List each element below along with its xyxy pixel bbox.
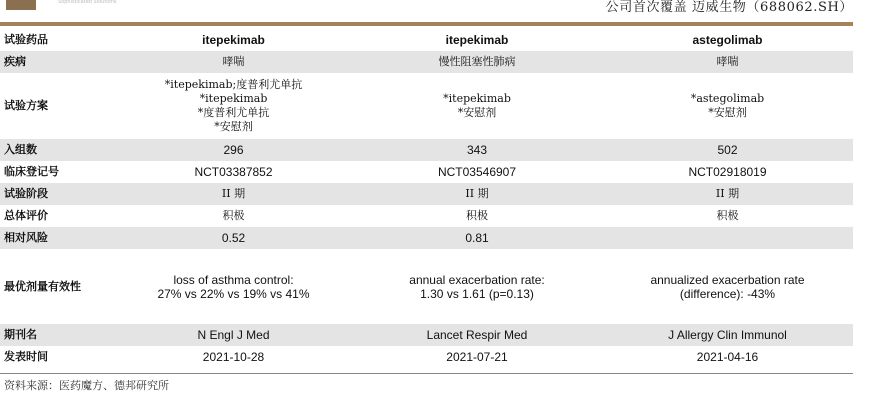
row-label: 总体评价: [0, 205, 115, 227]
row-label: 入组数: [0, 139, 115, 161]
row-label: 试验方案: [0, 73, 115, 139]
data-source-note: 资料来源：医药魔方、德邦研究所: [4, 379, 169, 392]
table-row: [0, 227, 853, 249]
table-row: [0, 29, 853, 51]
cell-line: 27% vs 22% vs 19% vs 41%: [157, 286, 310, 301]
cell-line: *安慰剂: [214, 120, 253, 133]
row-label: 试验阶段: [0, 183, 115, 205]
cell-line: *itepekimab: [443, 92, 511, 105]
table-cell: 2021-07-21: [352, 346, 602, 368]
table-cell: 积极: [115, 205, 352, 227]
table-cell: N Engl J Med: [115, 324, 352, 346]
table-cell: astegolimab: [602, 29, 853, 51]
table-cell: II 期: [115, 183, 352, 205]
table-cell: 慢性阻塞性肺病: [352, 51, 602, 73]
cell-line: 1.30 vs 1.61 (p=0.13): [420, 286, 534, 301]
table-row: [0, 139, 853, 161]
table-row: [0, 51, 853, 73]
table-cell: 哮喘: [115, 51, 352, 73]
table-row: [0, 183, 853, 205]
cell-line: annualized exacerbation rate: [650, 272, 805, 287]
table-row: [0, 324, 853, 346]
cell-line: loss of asthma control:: [173, 272, 294, 287]
table-cell: [352, 249, 602, 324]
table-cell: 哮喘: [602, 51, 853, 73]
table-cell: [602, 249, 853, 324]
table-cell: NCT03546907: [352, 161, 602, 183]
trial-comparison-table: [0, 29, 853, 368]
table-cell: 296: [115, 139, 352, 161]
table-row: [0, 346, 853, 368]
table-row: [0, 205, 853, 227]
report-header-title: 公司首次覆盖 迈威生物（688062.SH）: [605, 0, 853, 15]
table-cell: [602, 73, 853, 139]
cell-line: *安慰剂: [708, 106, 747, 119]
table-cell: [115, 73, 352, 139]
table-cell: [115, 249, 352, 324]
table-cell: NCT02918019: [602, 161, 853, 183]
table-cell: II 期: [352, 183, 602, 205]
cell-line: annual exacerbation rate:: [409, 272, 545, 287]
table-cell: 积极: [352, 205, 602, 227]
table-cell: II 期: [602, 183, 853, 205]
table-cell: J Allergy Clin Immunol: [602, 324, 853, 346]
cell-line: *itepekimab: [199, 92, 268, 105]
table-row: [0, 161, 853, 183]
row-label: 发表时间: [0, 346, 115, 368]
table-cell: Lancet Respir Med: [352, 324, 602, 346]
footer-rule: [0, 373, 853, 374]
row-label: 相对风险: [0, 227, 115, 249]
cell-line: *安慰剂: [457, 106, 497, 119]
row-label: 期刊名: [0, 324, 115, 346]
cell-line: *itepekimab;度普利尤单抗: [164, 78, 303, 91]
cell-line: *度普利尤单抗: [197, 106, 270, 119]
row-label: 临床登记号: [0, 161, 115, 183]
table-cell: itepekimab: [115, 29, 352, 51]
table-row: [0, 249, 853, 324]
table-cell: 343: [352, 139, 602, 161]
table-cell: 0.81: [352, 227, 602, 249]
row-label: 最优剂量有效性: [0, 249, 115, 324]
table-row: [0, 73, 853, 139]
table-cell: 0.52: [115, 227, 352, 249]
table-cell: [602, 227, 853, 249]
row-label: 试验药品: [0, 29, 115, 51]
cell-line: (difference): -43%: [679, 286, 776, 301]
table-cell: [352, 73, 602, 139]
table-cell: 积极: [602, 205, 853, 227]
header-rule: [0, 22, 853, 26]
logo-subtitle: Sophisticated Solutions: [58, 0, 117, 5]
table-cell: 2021-10-28: [115, 346, 352, 368]
cell-line: *astegolimab: [690, 92, 765, 105]
table-cell: NCT03387852: [115, 161, 352, 183]
row-label: 疾病: [0, 51, 115, 73]
table-cell: 502: [602, 139, 853, 161]
table-cell: itepekimab: [352, 29, 602, 51]
table-cell: 2021-04-16: [602, 346, 853, 368]
company-logo: [6, 0, 36, 10]
